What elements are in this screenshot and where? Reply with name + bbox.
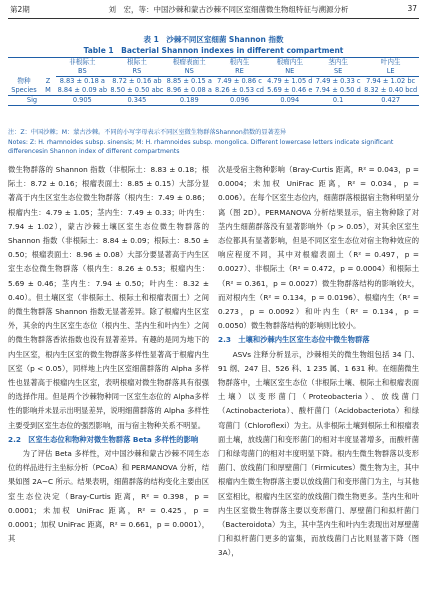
right-column (218, 163, 419, 561)
col-header-code: LE (362, 67, 419, 77)
col-header-cn: 非根际土 (56, 58, 109, 68)
table-note-en: Notes: Z: H. rhamnoides subsp. sinensis; M: H. rhamnoides subsp. mongolica. Different lowercase letters indicate significant differencesin Shannon index of different compartments (8, 139, 394, 155)
section-heading-2-3: 2.3 土壤和沙棘内生区室生态位中微生物群落 (218, 335, 370, 345)
sig-cell: 0.094 (266, 96, 314, 106)
table-cell: 4.79 ± 1.05 d (267, 77, 313, 85)
table-cell: 7.94 ± 0.50 d (315, 86, 361, 94)
table-cell: 7.49 ± 0.33 c (315, 77, 361, 85)
sig-cell: 0.189 (165, 96, 213, 106)
header-rule (8, 18, 419, 19)
page-number: 37 (407, 4, 417, 13)
table-cell: 8.50 ± 0.50 abc (110, 86, 164, 94)
sig-cell: 0.427 (362, 96, 419, 106)
col-header-cn: 根瘤内生 (266, 58, 314, 68)
sig-cell: 0.905 (56, 96, 109, 106)
col-header-cn: 茎内生 (314, 58, 362, 68)
table-cell: 8.84 ± 0.09 ab (57, 86, 108, 94)
table-caption-cn: 表 1 沙棘不同区室细菌 Shannon 指数 (143, 35, 284, 44)
running-title: 刘 宏，等：中国沙棘和蒙古沙棘不同区室细菌微生物组特征与溯源分析 (108, 5, 349, 14)
table-cell: 5.69 ± 0.46 e (267, 86, 313, 94)
table-caption-en: Table 1 Bacterial Shannon indexes in different compartment (83, 46, 344, 55)
sig-label: Sig (8, 96, 56, 106)
col-header-code: BS (56, 67, 109, 77)
species-header-en: Species (11, 85, 37, 94)
table-row (8, 86, 419, 96)
col-header-cn: 根内生 (213, 58, 265, 68)
shannon-table (8, 57, 419, 106)
running-header (10, 4, 417, 18)
species-code: M (45, 86, 51, 94)
table-cell: 8.26 ± 0.53 cd (214, 86, 264, 94)
col-header-cn: 根际土 (109, 58, 166, 68)
sig-row (8, 96, 419, 106)
col-header-code: RE (213, 67, 265, 77)
table-note-cn: 注：Z：中国沙棘；M：蒙古沙棘。不同的小写字母表示不同区室微生物群落Shannon指数的显著差异 (8, 129, 287, 136)
sig-cell: 0.096 (213, 96, 265, 106)
body-paragraph: ASVs 注释分析显示，沙棘相关的微生物组包括 34 门、91 纲、247 目、526 科、1 235 属、1 631 种。在细菌微生物群落中，土壤区室生态位（非根际土壤、根际土和根瘤表面土壤）以变形菌门（Proteobacteria）、放线菌门（Actinobacteriota）、酸杆菌门（Acidobacteriota）和绿弯菌门（Chloroflexi）为主。从非根际土壤到根际土和根瘤表面土壤，放线菌门和变形菌门的相对丰度显著增多，而酸杆菌门和绿弯菌门的相对丰度明显下降。根内生微生物群落以变形菌门、放线菌门和厚壁菌门（Firmicutes）微生物为主，其中根瘤内生微生物群落主要以放线菌门和变形菌门为主，与其他区室相比，根瘤内生区室的放线菌门微生物更多。茎内生和叶内生区室微生物群落主要以变形菌门、厚壁菌门和拟杆菌门（Bacteroidota）为主，其中茎内生和叶内生表现出对厚壁菌门和拟杆菌门更多的富集，而放线菌门占比则显著下降（图 3A）， (218, 349, 419, 558)
sig-cell: 0.1 (314, 96, 362, 106)
col-header-code: SE (314, 67, 362, 77)
table-header-row-cn (8, 58, 419, 68)
col-header-code: NE (266, 67, 314, 77)
col-header-code: RS (109, 67, 166, 77)
table-row (8, 77, 419, 87)
species-header-cn: 物种 (17, 76, 31, 85)
left-column (8, 163, 209, 546)
body-paragraph: 微生物群落的 Shannon 指数（非根际土：8.83 ± 0.18；根际土：8.72 ± 0.16；根瘤表面土：8.85 ± 0.15）大部分显著高于内生区室生态位微生物群落（根内生：7.49 ± 0.86；根瘤内生：4.79 ± 1.05；茎内生：7.49 ± 0.33；叶内生：7.94 ± 1.02），蒙古沙棘土壤区室生态位微生物群落的 Shannon 指数（非根际土：8.84 ± 0.09；根际土：8.50 ± 0.50；根瘤表面土：8.96 ± 0.08）大部分要显著高于内生区室生态位微生物群落（根内生：8.26 ± 0.53；根瘤内生：5.69 ± 0.46；茎内生：7.94 ± 0.50；叶内生：8.32 ± 0.40）。但土壤区室（非根际土、根际土和根瘤表面土）之间的微生物群落 Shannon 指数无显著差异。除了根瘤内生区室外，其余的内生区室生态位（根内生、茎内生和叶内生）之间的微生物群落香浓指数也没有显著差异。有趣的是同为地下的内生区室，根内生区室的微生物群落多样性显著高于根瘤内生区室（p < 0.05），同样地上内生区室细菌群落的 Alpha 多样性也显著高于根瘤内生区室，表明根瘤对微生物群落具有很强的选择作用。但是两个沙棘物种同一区室生态位的 Alpha多样性的影响并未显示出明显差异，说明细菌群落的 Alpha 多样性主要受到区室生态位的强烈影响，而与宿主物种关系不明显。 (8, 165, 209, 430)
issue-number: 第2期 (10, 5, 30, 14)
col-header-cn: 叶内生 (362, 58, 419, 68)
section-heading-2-2: 2.2 区室生态位和物种对微生物群落 Beta 多样性的影响 (8, 434, 199, 444)
table-cell: 8.96 ± 0.08 a (166, 86, 212, 94)
species-code: Z (45, 76, 51, 85)
table-cell: 7.49 ± 0.86 c (217, 77, 262, 85)
body-paragraph: 为了评估 Beta 多样性，对中国沙棘和蒙古沙棘不同生态位的样品进行主坐标分析（PCoA）和 PERMANOVA 分析，结果如图 2A~C 所示。结果表明，细菌群落的结构变化主要由区室生态位决定（Bray-Curtis 距离，R² = 0.398，p = 0.0001；未加权 UniFrac 距离，R² = 0.425，p = 0.0001；加权 UniFrac 距离，R² = 0.661，p = 0.0001），其 (8, 449, 209, 544)
table-cell: 8.72 ± 0.16 ab (112, 77, 162, 85)
sig-cell: 0.345 (109, 96, 166, 106)
body-paragraph: 次是受宿主物种影响（Bray-Curtis 距离，R² = 0.043，p = 0.0004；未加权 UniFrac 距离，R² = 0.034，p = 0.006）。在每个区室生态位内，细菌群落根据宿主物种明显分离（图 2D）。PERMANOVA 分析结果显示，宿主物种除了对茎内生细菌群落没有显著影响外（p > 0.05），对其余区室生态位都具有显著影响，但是不同区室生态位对宿主物种效应的响应程度不同，其中对根瘤表面土（R² = 0.497，p = 0.0027）、非根际土（R² = 0.472，p = 0.0004）和根际土（R² = 0.361，p = 0.0027）微生物群落结构的影响较大，而对根内生（R² = 0.134，p = 0.0196）、根瘤内生（R² = 0.273，p = 0.0092）和叶内生（R² = 0.134，p = 0.0050）微生物群落结构的影响则比较小。 (218, 165, 419, 331)
col-header-cn: 根瘤表面土 (165, 58, 213, 68)
table-header-row-code (8, 67, 419, 77)
table-cell: 7.94 ± 1.02 bc (366, 77, 416, 85)
table-cell: 8.85 ± 0.15 a (166, 77, 212, 85)
table-cell: 8.32 ± 0.40 bcd (364, 86, 418, 94)
table-cell: 8.83 ± 0.18 a (59, 77, 105, 85)
col-header-code: NS (165, 67, 213, 77)
species-header (8, 77, 40, 96)
